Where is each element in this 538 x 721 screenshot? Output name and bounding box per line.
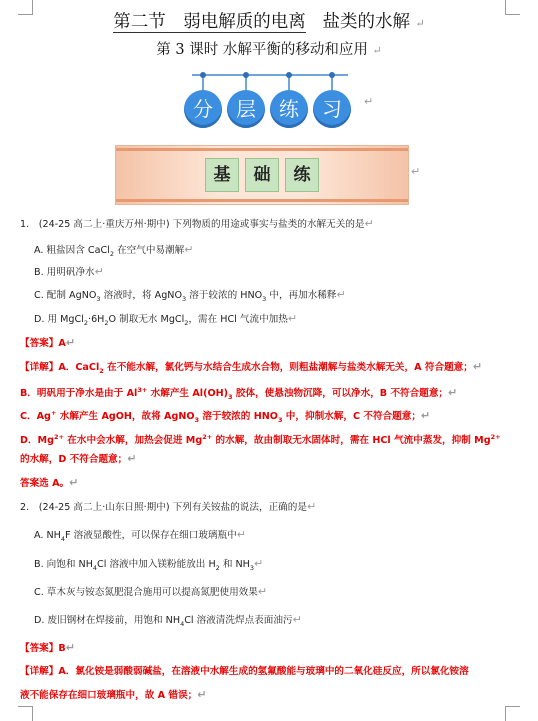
layer-badge: 层: [227, 90, 265, 128]
banner-stripe: [116, 148, 408, 151]
question-1-analysis-b: B．明矾用于净水是由于 $Al^{3+}$ 水解产生 $Al(OH)_3$ 胶体，使悬浊物沉降，可以净水，B 不符合题意；↵: [20, 386, 458, 402]
section-title-sub: 盐类的水解: [322, 12, 410, 32]
layer-badge: 习: [313, 90, 351, 128]
question-1-conclusion: 答案选 A。↵: [20, 476, 79, 489]
level-badge: 练: [285, 158, 319, 192]
question-2-analysis-a-cont: 液不能保存在细口玻璃瓶中，故 A 错误；↵: [20, 688, 207, 701]
question-1-analysis-d: D．$Mg^{2+}$ 在水中会水解，加热会促进 $Mg^{2+}$ 的水解，故由制取无水固体时，需在 HCl 气流中蒸发，抑制 $Mg^{2+}$: [20, 433, 501, 447]
question-2-option-d: D. 废旧钢材在焊接前，用饱和 $NH_4Cl$ 溶液清洗焊点表面油污↵: [34, 613, 302, 628]
page-corner-bottom-right: [505, 706, 520, 721]
question-1-analysis-c: C．Ag+ 水解产生 AgOH，故将 AgNO$_3$ 溶于较浓的 $HNO_3$ 中，抑制水解，C 不符合题意；↵: [20, 409, 431, 425]
level-badge: 础: [245, 158, 279, 192]
layer-badge: 练: [270, 90, 308, 128]
question-2-option-a: A. $NH_4F$ 溶液显酸性，可以保存在细口玻璃瓶中↵: [34, 528, 246, 543]
paragraph-mark-icon: ↵: [372, 44, 382, 57]
question-2-option-b: B. 向饱和 $NH_4Cl$ 溶液中加入镁粉能放出 $H_2$ 和 $NH_3↵$: [34, 557, 264, 572]
question-1-option-b: B. 用明矾净水↵: [34, 265, 104, 278]
level-badge: 基: [205, 158, 239, 192]
question-1-answer: 【答案】A↵: [20, 336, 76, 349]
basic-practice-banner: [115, 145, 409, 205]
question-1-option-a: A. 粗盐因含 CaCl$_2$ 在空气中易潮解↵: [34, 243, 194, 258]
question-2-stem: 2. (24-25 高二上·山东日照·期中) 下列有关铵盐的说法，正确的是↵: [20, 500, 317, 513]
question-2-option-c: C. 草木灰与铵态氮肥混合施用可以提高氮肥使用效果↵: [34, 585, 268, 598]
section-title: [0, 8, 538, 33]
question-1-option-c: C. 配制 AgNO$_3$ 溶液时，将 AgNO$_3$ 溶于较浓的 $HNO_3$ 中，再加水稀释↵: [34, 288, 346, 303]
banner-stripe: [116, 199, 408, 202]
question-2-analysis-a: 【详解】A．氯化铵是弱酸弱碱盐，在溶液中水解生成的氢氟酸能与玻璃中的二氧化硅反应，所以氯化铵溶: [20, 666, 469, 677]
paragraph-mark-icon: ↵: [411, 165, 421, 178]
question-1-option-d: D. 用 $MgCl_2\cdot 6H_2O$ 制取无水 MgCl$_2$，需在 HCl 气流中加热↵: [34, 312, 298, 327]
layer-practice-banner: [180, 70, 360, 136]
paragraph-mark-icon: ↵: [364, 95, 374, 108]
question-1-stem: 1. (24-25 高二上·重庆万州·期中) 下列物质的用途或事实与盐类的水解无关的是↵: [20, 217, 374, 230]
page-corner-bottom-left: [18, 706, 33, 721]
layer-badge: 分: [184, 90, 222, 128]
question-1-analysis-d-cont: 的水解，D 不符合题意；↵: [20, 452, 137, 465]
lesson-title: 第 3 课时 水解平衡的移动和应用 ↵: [156, 42, 382, 58]
question-1-analysis-a: 【详解】A．CaCl$_2$ 在不能水解，氯化钙与水结合生成水合物，则粗盐潮解与盐类水解无关，A 符合题意；↵: [20, 360, 483, 375]
question-2-answer: 【答案】B↵: [20, 641, 75, 654]
paragraph-mark-icon: ↵: [415, 17, 425, 30]
section-title-main: 第二节 弱电解质的电离: [113, 12, 306, 32]
hanging-rail: [192, 74, 348, 76]
